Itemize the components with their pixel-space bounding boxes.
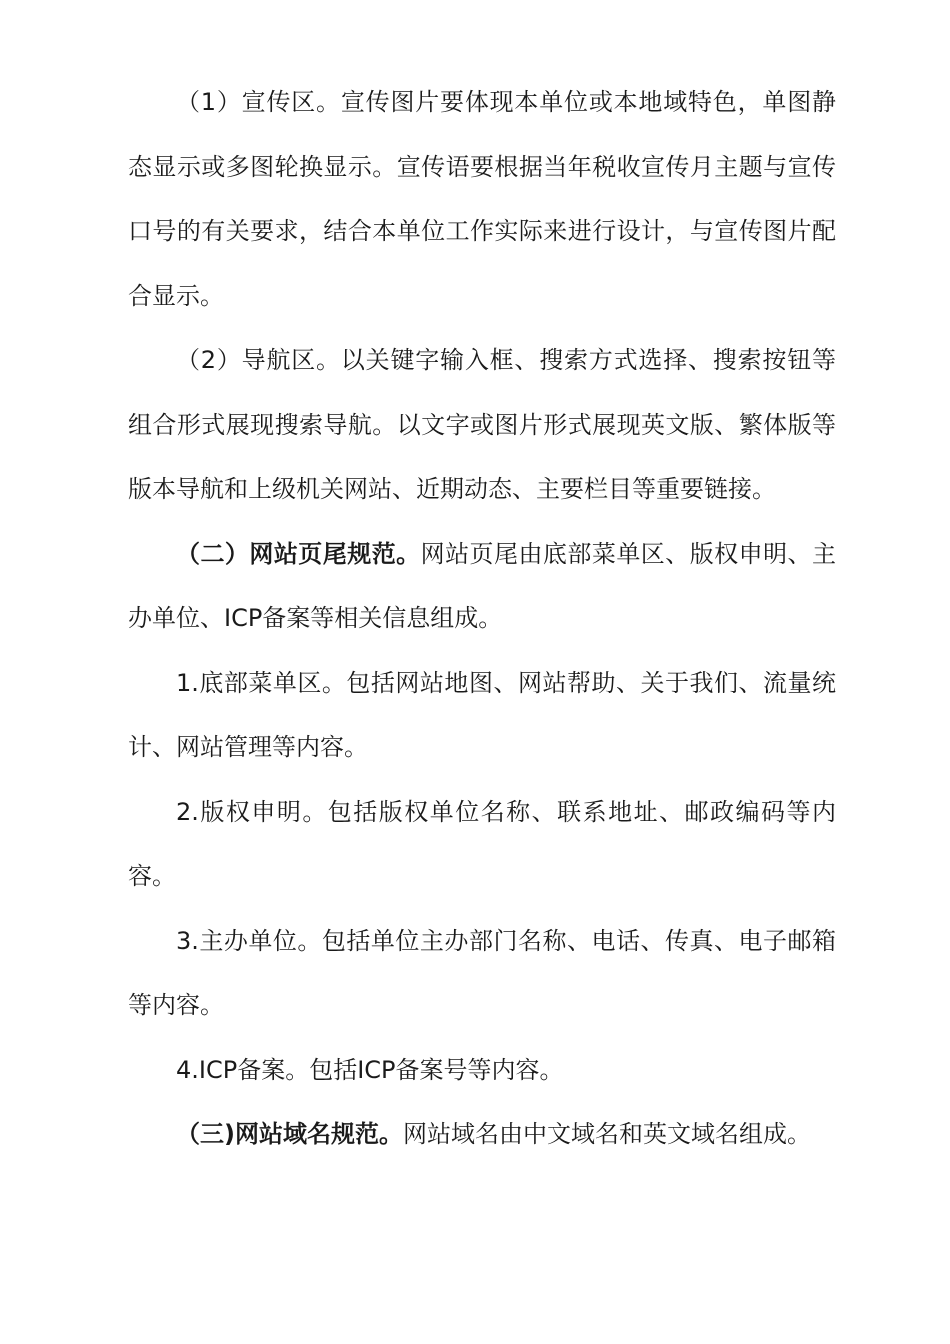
- paragraph-navigation-area: [128, 328, 836, 522]
- paragraph-text: 3.主办单位。包括单位主办部门名称、电话、传真、电子邮箱等内容。: [128, 926, 836, 1019]
- section-heading-domain: （三)网站域名规范。: [176, 1120, 403, 1148]
- paragraph-bottom-menu: [128, 651, 836, 780]
- document-body: [128, 70, 836, 1167]
- paragraph-host-unit: [128, 909, 836, 1038]
- paragraph-text: （1）宣传区。宣传图片要体现本单位或本地域特色，单图静态显示或多图轮换显示。宣传语要根据当年税收宣传月主题与宣传口号的有关要求，结合本单位工作实际来进行设计，与宣传图片配合显示。: [128, 88, 836, 310]
- paragraph-copyright: [128, 780, 836, 909]
- paragraph-text: 1.底部菜单区。包括网站地图、网站帮助、关于我们、流量统计、网站管理等内容。: [128, 668, 836, 761]
- paragraph-domain-spec: [128, 1102, 836, 1167]
- paragraph-text: （2）导航区。以关键字输入框、搜索方式选择、搜索按钮等组合形式展现搜索导航。以文字或图片形式展现英文版、繁体版等版本导航和上级机关网站、近期动态、主要栏目等重要链接。: [128, 346, 836, 503]
- paragraph-icp: [128, 1038, 836, 1103]
- paragraph-text: 2.版权申明。包括版权单位名称、联系地址、邮政编码等内容。: [128, 797, 836, 890]
- paragraph-text: 网站域名由中文域名和英文域名组成。: [402, 1120, 811, 1148]
- section-heading-footer: （二）网站页尾规范。: [176, 539, 421, 568]
- paragraph-footer-spec: [128, 522, 836, 651]
- paragraph-publicity-area: [128, 70, 836, 328]
- paragraph-text: 网站页尾由底部菜单区、版权申明、主办单位、ICP备案等相关信息组成。: [128, 539, 837, 632]
- paragraph-text: 4.ICP备案。包括ICP备案号等内容。: [176, 1055, 564, 1084]
